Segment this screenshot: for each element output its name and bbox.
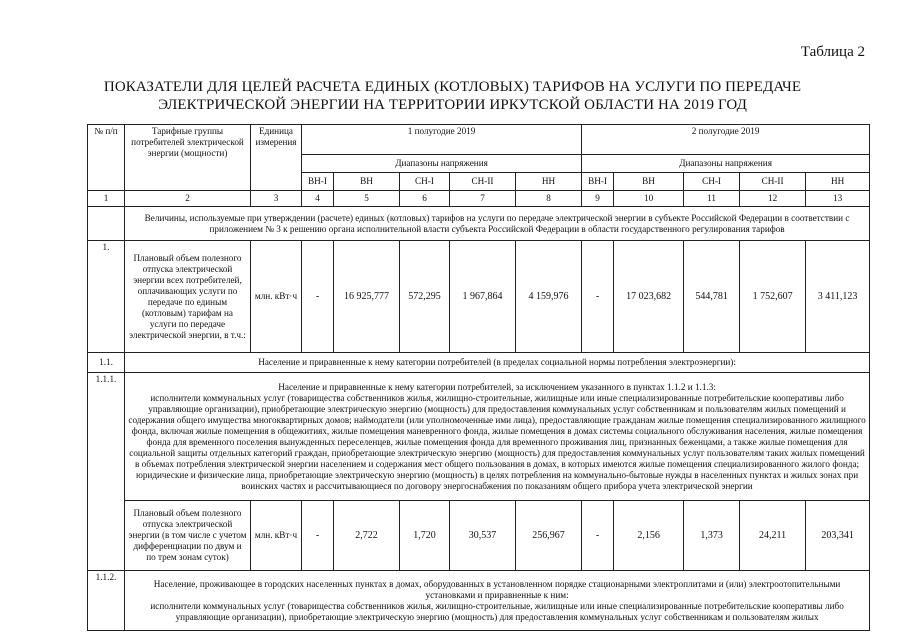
row-label: Плановый объем полезного отпуска электрической энергии (в том числе с учетом дифференциации по двум и по трем зонам суток) [125,501,251,571]
column-number: 9 [582,191,614,207]
column-number: 8 [516,191,582,207]
table-row [88,353,870,373]
paragraph: исполнители коммунальных услуг (товарищества собственников жилья, жилищно-строительные, жилищные или иные специализированные потребительские кооперативы либо управляющие организации), приобретающие электрическую энергию (мощность) для предоставления коммунальных услуг собственникам и пользователям жилых помещений и содержания общего имущества многоквартирных домов; наймодатели (или уполномоченные ими лица), предоставляющие гражданам жилые помещения специализированного жилищного фонда, включая жилые помещения в общежитиях, жилые помещения маневренного фонда, жилые помещения в домах системы социального обслуживания населения, жилые помещения фонда для временного поселения вынужденных переселенцев, жилые помещения фонда для временного проживания лиц, признанных беженцами, а также жилые помещения для социальной защиты отдельных категорий граждан, приобретающие электрическую энергию (мощность) для предоставления коммунальных услуг пользователям таких жилых помещений в объемах потребления электрической энергии населением и содержания мест общего пользования в домах, в которых имеются жилые помещения специализированного жилого фонда; [128,392,866,469]
value-cell: 2,722 [334,501,400,571]
table-row [88,571,870,631]
header-ranges-2: Диапазоны напряжения [582,155,870,173]
voltage-header: НН [516,173,582,191]
value-cell: - [582,241,614,353]
column-numbers-row [88,191,870,207]
column-number: 6 [400,191,450,207]
value-cell: 1,373 [684,501,740,571]
value-cell: 30,537 [450,501,516,571]
voltage-header: СН-I [684,173,740,191]
column-number: 5 [334,191,400,207]
header-unit: Единица измерения [251,125,302,191]
column-number: 4 [302,191,334,207]
column-number: 3 [251,191,302,207]
header-num: № п/п [88,125,125,191]
value-cell: 203,341 [806,501,870,571]
table-caption: Таблица 2 [800,44,865,60]
value-cell: - [582,501,614,571]
value-cell: 24,211 [740,501,806,571]
row-number: 1.1. [88,353,125,373]
row-text [125,373,870,501]
value-cell: 2,156 [614,501,684,571]
paragraph: Население, проживающее в городских населенных пунктах в домах, оборудованных в установленном порядке стационарными электроплитами и (или) электроотопительными установками и приравненные к ним: [153,578,841,600]
row-number: 1. [88,241,125,353]
intro-row [88,207,870,241]
value-cell: 3 411,123 [806,241,870,353]
column-number: 12 [740,191,806,207]
column-number: 11 [684,191,740,207]
value-cell: 1,720 [400,501,450,571]
table-row [88,241,870,353]
table-row [88,501,870,571]
voltage-header: НН [806,173,870,191]
row-label: Плановый объем полезного отпуска электрической энергии всех потребителей, оплачивающих услуги по передаче по единым (котловым) тарифам на услуги по передаче электрической энергии, в т.ч.: [125,241,251,353]
column-number: 7 [450,191,516,207]
header-half-2: 2 полугодие 2019 [582,125,870,155]
row-unit: млн. кВт·ч [251,501,302,571]
value-cell: 544,781 [684,241,740,353]
voltage-header: СН-I [400,173,450,191]
row-number: 1.1.1. [88,373,125,571]
title-line-1: ПОКАЗАТЕЛИ ДЛЯ ЦЕЛЕЙ РАСЧЕТА ЕДИНЫХ (КОТЛОВЫХ) ТАРИФОВ НА УСЛУГИ ПО ПЕРЕДАЧЕ [103,79,802,95]
header-half-1: 1 полугодие 2019 [302,125,582,155]
voltage-header: ВН [614,173,684,191]
value-cell: 16 925,777 [334,241,400,353]
title-line-2: ЭЛЕКТРИЧЕСКОЙ ЭНЕРГИИ НА ТЕРРИТОРИИ ИРКУТСКОЙ ОБЛАСТИ НА 2019 ГОД [158,97,747,113]
column-number: 2 [125,191,251,207]
value-cell: 1 752,607 [740,241,806,353]
voltage-header: СН-II [450,173,516,191]
voltage-header: ВН-I [302,173,334,191]
column-number: 10 [614,191,684,207]
paragraph: исполнители коммунальных услуг (товарищества собственников жилья, жилищно-строительные, жилищные или иные специализированные потребительские кооперативы либо управляющие организации), приобретающие электрическую энергию (мощность) для предоставления коммунальных услуг собственникам и пользователям жилых [150,600,844,622]
row-text [125,571,870,631]
intro-text: Величины, используемые при утверждении (расчете) единых (котловых) тарифов на услуги по передаче электрической энергии в субъекте Российской Федерации в соответствии с приложением № 3 к решению органа исполнительной власти субъекта Российской Федерации в области государственного регулирования тарифов [125,207,870,241]
row-text: Население и приравненные к нему категории потребителей (в пределах социальной нормы потребления электроэнергии): [125,353,870,373]
empty-cell [88,207,125,241]
value-cell: 256,967 [516,501,582,571]
voltage-header: ВН [334,173,400,191]
column-number: 1 [88,191,125,207]
row-number: 1.1.2. [88,571,125,631]
table-row [88,373,870,501]
paragraph: юридические и физические лица, приобретающие электрическую энергию (мощность) в целях потребления на коммунально-бытовые нужды в населенных пунктах и жилых зонах при воинских частях и рассчитывающиеся по договору энергоснабжения по показаниям общего прибора учета электрической энергии [135,469,859,491]
header-groups: Тарифные группы потребителей электрической энергии (мощности) [125,125,251,191]
value-cell: - [302,501,334,571]
column-number: 13 [806,191,870,207]
value-cell: 1 967,864 [450,241,516,353]
voltage-header: СН-II [740,173,806,191]
voltage-header: ВН-I [582,173,614,191]
paragraph: Население и приравненные к нему категории потребителей, за исключением указанного в пунктах 1.1.2 и 1.1.3: [278,381,716,392]
value-cell: 4 159,976 [516,241,582,353]
header-row-1 [88,125,870,155]
row-unit: млн. кВт·ч [251,241,302,353]
value-cell: 572,295 [400,241,450,353]
value-cell: - [302,241,334,353]
header-ranges-1: Диапазоны напряжения [302,155,582,173]
value-cell: 17 023,682 [614,241,684,353]
page-title [0,78,905,114]
tariff-table [87,124,870,631]
